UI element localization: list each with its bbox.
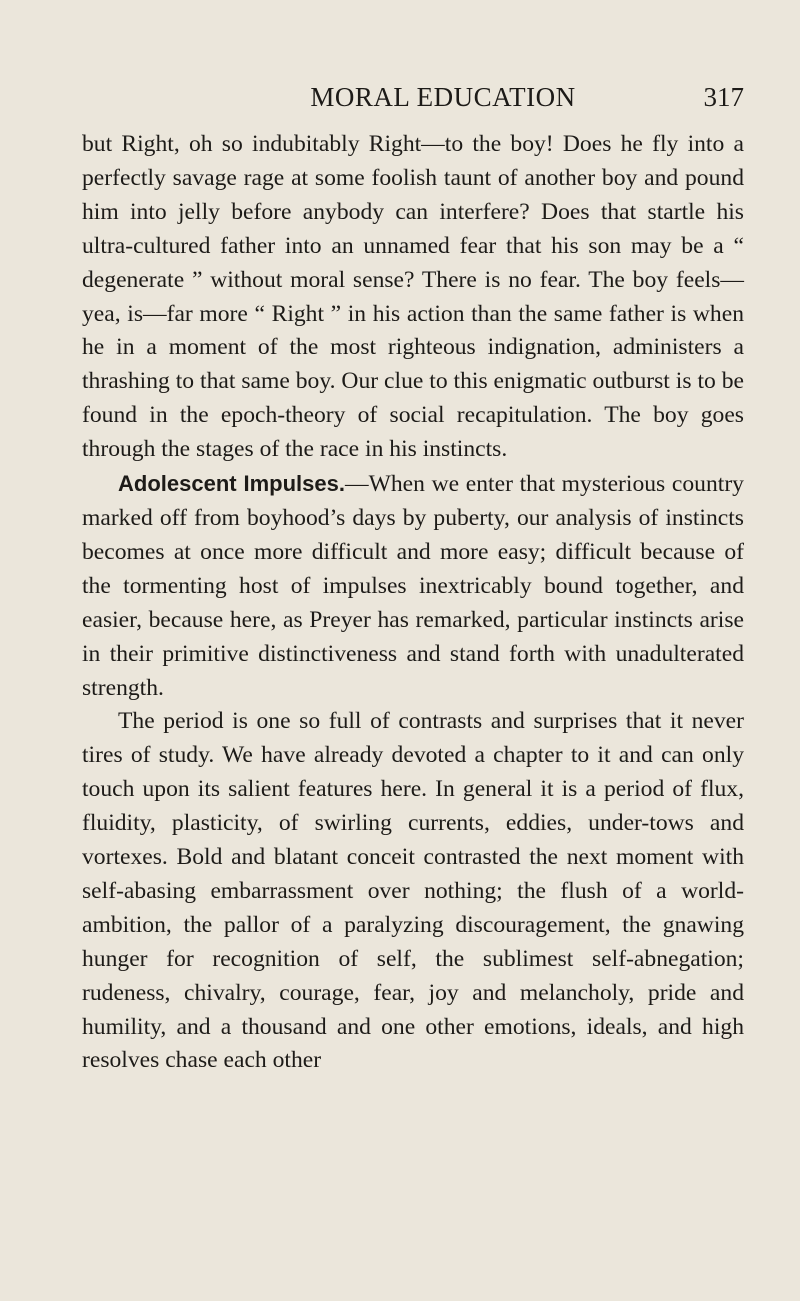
body-text — [82, 128, 744, 1078]
running-head — [82, 82, 744, 116]
page-number: 317 — [703, 82, 744, 112]
section-heading-adolescent-impulses: Adolescent Impulses. — [118, 471, 345, 497]
paragraph-2 — [82, 467, 744, 705]
paragraph-1-text: but Right, oh so indubitably Right—to the boy! Does he fly into a perfectly savage rage at some foolish taunt of another boy and pound him into jelly before anybody can interfere? Does that startle his ultra-cultured father into an unnamed fear that his son may be a “ degenerate ” without moral sense? There is no fear. The boy feels—yea, is—far more “ Right ” in his action than the same father is when he in a moment of the most righteous indignation, administers a thrashing to that same boy. Our clue to this enigmatic outburst is to be found in the epoch-theory of social recapitulation. The boy goes through the stages of the race in his instincts. — [82, 131, 744, 463]
paragraph-3 — [82, 705, 744, 1078]
paragraph-1 — [82, 128, 744, 467]
paragraph-2-text: —When we enter that mysterious country marked off from boyhood’s days by puberty, our analysis of instincts becomes at once more difficult and more easy; difficult because of the tormenting host of impulses inextricably bound together, and easier, because here, as Preyer has remarked, particular instincts arise in their primitive distinctiveness and stand forth with unadulterated strength. — [82, 471, 744, 701]
running-head-title: MORAL EDUCATION — [310, 82, 576, 112]
paragraph-3-text: The period is one so full of contrasts and surprises that it never tires of study. We have already devoted a chapter to it and can only touch upon its salient features here. In general it is a period of flux, fluidity, plasticity, of swirling currents, eddies, under-tows and vortexes. Bold and blatant conceit contrasted the next moment with self-abasing embarrassment over nothing; the flush of a world-ambition, the pallor of a paralyzing discouragement, the gnawing hunger for recognition of self, the sublimest self-abnegation; rudeness, chivalry, courage, fear, joy and melancholy, pride and humility, and a thousand and one other emotions, ideals, and high resolves chase each other — [82, 708, 744, 1074]
